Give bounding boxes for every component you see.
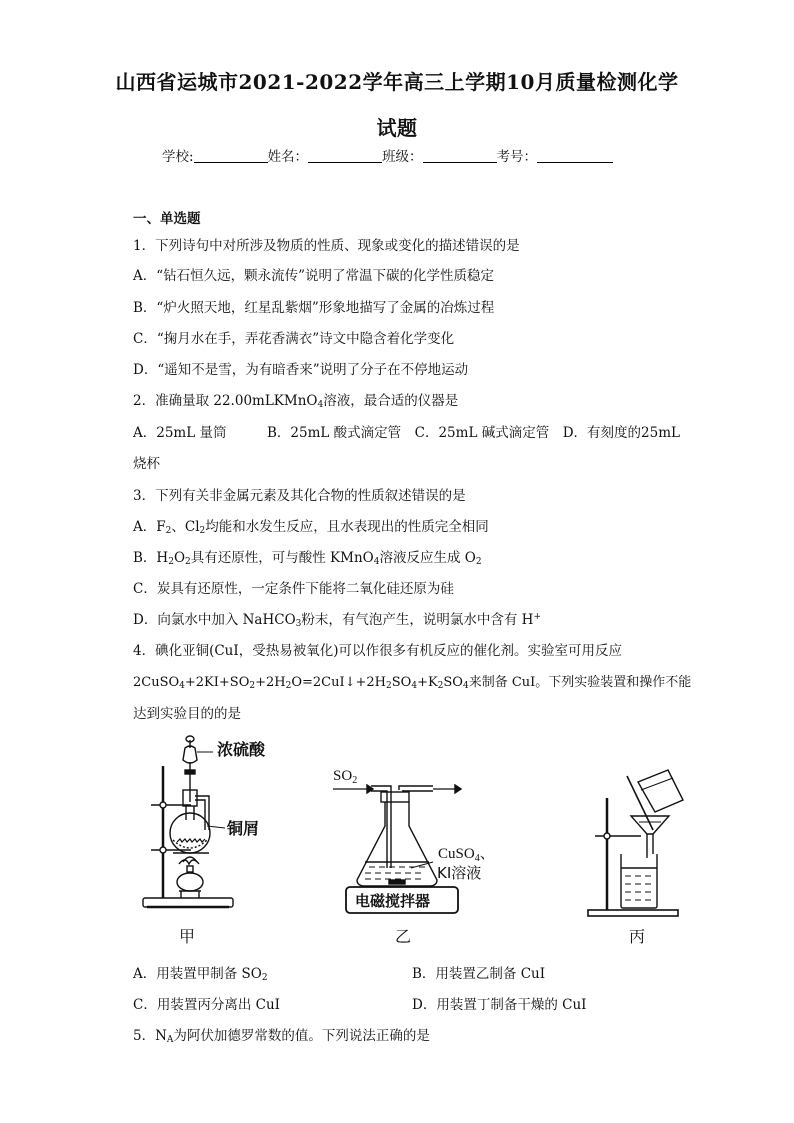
student-info-row (162, 145, 613, 165)
subscript: 2 (475, 557, 482, 567)
subscript: 2 (437, 681, 444, 691)
number-blank[interactable] (537, 148, 613, 163)
apparatus-figure (133, 730, 693, 950)
subscript: 2 (249, 681, 256, 691)
subscript: A (166, 1035, 174, 1045)
label-ki-solution: KI溶液 (437, 864, 482, 882)
subscript: 2 (199, 526, 206, 536)
q4-equation-line (133, 671, 691, 690)
q4-option-a (133, 962, 268, 982)
subscript: 3 (295, 619, 302, 629)
subscript: 4 (474, 853, 480, 864)
text: +2KI+SO (184, 675, 250, 690)
class-blank[interactable] (423, 148, 497, 163)
text: 具有还原性，可与酸性 KMnO (190, 550, 374, 566)
subscript: 2 (261, 973, 268, 983)
apparatus-jia (143, 736, 233, 907)
caption-bing: 丙 (629, 927, 646, 946)
subscript: 4 (317, 400, 324, 410)
name-label: 姓名： (267, 149, 309, 165)
number-label: 考号： (496, 149, 538, 165)
q3-option-a (133, 515, 489, 535)
subscript: 4 (179, 681, 185, 691)
q1-stem: 1．下列诗句中对所涉及物质的性质、现象或变化的描述错误的是 (133, 238, 520, 254)
q2-stem (133, 389, 458, 409)
q2-stem-text-2: 溶液，最合适的仪器是 (323, 393, 459, 409)
caption-jia: 甲 (179, 927, 196, 946)
text: A．用装置甲制备 SO (133, 966, 262, 982)
q2-options: A．25mL 量筒 B．25mL 酸式滴定管 C．25mL 碱式滴定管 D．有刻度的25mL (133, 425, 680, 441)
name-blank[interactable] (308, 148, 382, 163)
school-blank[interactable] (194, 148, 268, 163)
text: 、Cl (171, 519, 200, 535)
exam-title-continued: 试题 (376, 116, 418, 140)
text: 为阿伏加德罗常数的值。下列说法正确的是 (173, 1028, 430, 1044)
q2-options-wrap: 烧杯 (133, 456, 160, 472)
text: O=2CuI↓+2H (291, 675, 387, 690)
caption-yi: 乙 (395, 927, 412, 946)
section-title: 一、单选题 (133, 211, 201, 227)
text: CuSO (438, 846, 475, 862)
text: +K (417, 675, 438, 690)
text: 、 (479, 846, 495, 862)
text: O (173, 550, 186, 566)
school-label: 学校: (162, 149, 194, 165)
q4-option-c: C．用装置丙分离出 CuI (133, 997, 280, 1013)
apparatus-drawing (133, 730, 693, 950)
subscript: 4 (462, 681, 469, 691)
subscript: 2 (352, 775, 358, 786)
text: B．H (133, 550, 169, 566)
q5-stem (133, 1024, 430, 1044)
text: D．向氯水中加入 NaHCO (133, 612, 296, 628)
text: 均能和水发生反应，且水表现出的性质完全相同 (205, 519, 489, 535)
q1-option-b: B．“炉火照天地，红星乱紫烟”形象地描写了金属的冶炼过程 (133, 300, 495, 316)
q3-option-c: C．炭具有还原性，一定条件下能将二氧化硅还原为硅 (133, 581, 454, 597)
text: 溶液反应生成 O (379, 550, 476, 566)
label-cuso4 (438, 846, 495, 864)
subscript: 4 (411, 681, 418, 691)
q3-option-d (133, 608, 541, 628)
q4-option-b: B．用装置乙制备 CuI (412, 966, 546, 982)
subscript: 4 (373, 557, 380, 567)
q4-option-d: D．用装置丁制备干燥的 CuI (412, 997, 587, 1013)
q3-stem: 3．下列有关非金属元素及其化合物的性质叙述错误的是 (133, 488, 466, 504)
text: 5．N (133, 1028, 167, 1044)
class-label: 班级： (382, 149, 423, 165)
q3-option-b (133, 546, 482, 566)
apparatus-bing (588, 770, 683, 916)
q1-option-c: C．“掬月水在手，弄花香满衣”诗文中隐含着化学变化 (133, 331, 455, 347)
q1-option-d: D．“遥知不是雪，为有暗香来”说明了分子在不停地运动 (133, 362, 469, 378)
subscript: 2 (185, 557, 191, 567)
q4-stem-line3: 达到实验目的的是 (133, 706, 241, 722)
label-copper-turnings: 铜屑 (227, 819, 260, 838)
subscript: 2 (165, 526, 172, 536)
text: SO (333, 768, 353, 784)
label-conc-sulfuric-acid: 浓硫酸 (217, 740, 266, 759)
subscript: 2 (386, 681, 392, 691)
subscript: 2 (285, 681, 292, 691)
label-so2 (333, 768, 357, 786)
text: SO (443, 675, 463, 690)
q4-stem-line1: 4．碘化亚铜(CuI，受热易被氧化)可以作很多有机反应的催化剂。实验室可用反应 (133, 643, 622, 659)
text: +2H (255, 675, 286, 690)
superscript: + (533, 612, 542, 622)
text: 来制备 CuI。下列实验装置和操作不能 (468, 675, 692, 690)
text: 2CuSO (133, 675, 180, 690)
text: 粉末，有气泡产生，说明氯水中含有 H (301, 612, 534, 628)
exam-title: 山西省运城市2021-2022学年高三上学期10月质量检测化学 (115, 70, 679, 94)
q1-option-a: A．“钻石恒久远，颗永流传”说明了常温下碳的化学性质稳定 (133, 268, 495, 284)
subscript: 2 (168, 557, 174, 567)
text: SO (391, 675, 412, 690)
q2-stem-text: 2．准确量取 22.00mLKMnO (133, 393, 318, 409)
text: A．F (133, 519, 166, 535)
label-magnetic-stirrer: 电磁搅拌器 (355, 892, 431, 910)
